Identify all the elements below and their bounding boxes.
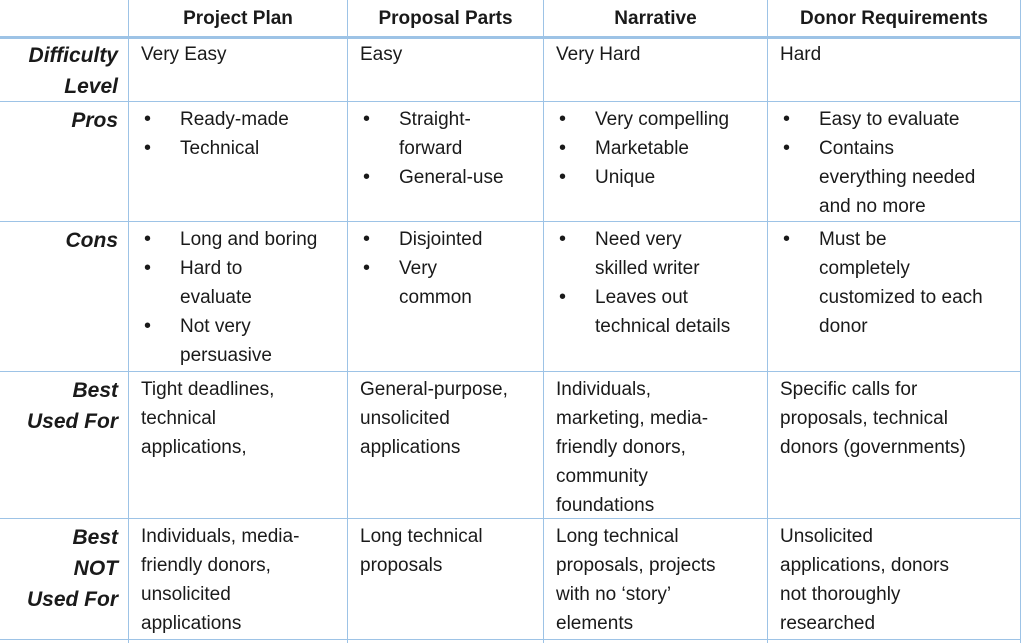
bullet-line: forward (399, 138, 463, 159)
bullet-line: • Technical (180, 138, 260, 159)
bullet-item (360, 225, 535, 254)
column-header-project-plan: Project Plan (183, 8, 293, 29)
bullet-item (360, 105, 535, 163)
cell-line: community (556, 466, 648, 487)
cell-not-narrative (544, 522, 767, 638)
cell-cons-project-plan (129, 225, 347, 370)
cell-cons-narrative (544, 225, 767, 341)
grid-line (0, 221, 1021, 222)
cell-line: technical (141, 408, 216, 429)
row-header-pros (0, 105, 128, 136)
row-header-line: Level (64, 75, 118, 98)
cell-difficulty-donor-requirements (768, 40, 1020, 69)
bullet-item (556, 105, 759, 134)
row-header-best-not-used-for (0, 522, 128, 615)
cell-line: applications (360, 437, 461, 458)
bullet-list (556, 225, 759, 341)
bullet-line: • Straight- (399, 109, 471, 130)
bullet-line: • Easy to evaluate (819, 109, 960, 130)
row-header-cons (0, 225, 128, 256)
bullet-item (141, 134, 339, 163)
cell-line: friendly donors, (556, 437, 686, 458)
cell-line: elements (556, 613, 634, 634)
cell-pros-donor-requirements (768, 105, 1020, 221)
bullet-line: • Marketable (595, 138, 689, 159)
cell-line: Individuals, (556, 379, 652, 400)
row-header-best-used-for (0, 375, 128, 437)
bullet-line: • Hard to (180, 258, 243, 279)
cell-line: Unsolicited (780, 526, 873, 547)
bullet-list (556, 105, 759, 192)
bullet-line: • Need very (595, 229, 682, 250)
cell-line: researched (780, 613, 876, 634)
cell-best-project-plan (129, 375, 347, 462)
bullet-item (141, 225, 339, 254)
bullet-line: • Must be (819, 229, 887, 250)
cell-not-proposal-parts (348, 522, 543, 580)
column-header-narrative: Narrative (614, 8, 697, 29)
bullet-line: • General-use (399, 167, 504, 188)
cell-line: proposals, projects (556, 555, 716, 576)
cell-difficulty-narrative (544, 40, 767, 69)
bullet-list (360, 105, 535, 192)
bullet-line: and no more (819, 196, 926, 217)
cell-difficulty-project-plan (129, 40, 347, 69)
bullet-line: completely (819, 258, 910, 279)
bullet-item (556, 134, 759, 163)
bullet-line: donor (819, 316, 868, 337)
cell-line: proposals (360, 555, 443, 576)
column-header-proposal-parts: Proposal Parts (378, 8, 513, 29)
row-header-line: Pros (71, 109, 118, 132)
cell-best-donor-requirements (768, 375, 1020, 462)
bullet-line: • Ready-made (180, 109, 289, 130)
bullet-line: skilled writer (595, 258, 700, 279)
cell-line: Individuals, media- (141, 526, 300, 547)
cell-line: applications, donors (780, 555, 949, 576)
bullet-line: technical details (595, 316, 731, 337)
row-header-line: Best (72, 379, 118, 402)
cell-line: Very Easy (141, 44, 227, 65)
cell-pros-proposal-parts (348, 105, 543, 192)
bullet-line: common (399, 287, 472, 308)
bullet-item (556, 163, 759, 192)
row-header-line: Best (72, 526, 118, 549)
bullet-list (780, 225, 1012, 341)
cell-line: with no ‘story’ (556, 584, 672, 605)
cell-line: unsolicited (360, 408, 450, 429)
cell-line: applications, (141, 437, 247, 458)
bullet-item (360, 163, 535, 192)
cell-line: not thoroughly (780, 584, 901, 605)
cell-difficulty-proposal-parts (348, 40, 543, 69)
bullet-item (360, 254, 535, 312)
bullet-line: • Not very (180, 316, 251, 337)
cell-best-narrative (544, 375, 767, 520)
row-header-line: Cons (65, 229, 118, 252)
bullet-item (780, 105, 1012, 134)
bullet-line: customized to each (819, 287, 983, 308)
row-header-difficulty-level (0, 40, 128, 102)
bullet-list (141, 105, 339, 163)
cell-line: Specific calls for (780, 379, 918, 400)
column-header-donor-requirements: Donor Requirements (800, 8, 988, 29)
cell-not-donor-requirements (768, 522, 1020, 638)
cell-cons-donor-requirements (768, 225, 1020, 341)
cell-line: Very Hard (556, 44, 641, 65)
cell-pros-project-plan (129, 105, 347, 163)
cell-line: foundations (556, 495, 655, 516)
cell-line: Easy (360, 44, 403, 65)
cell-line: Long technical (360, 526, 483, 547)
cell-line: marketing, media- (556, 408, 709, 429)
bullet-item (556, 283, 759, 341)
bullet-list (780, 105, 1012, 221)
cell-line: proposals, technical (780, 408, 948, 429)
bullet-line: • Very (399, 258, 438, 279)
bullet-line: • Leaves out (595, 287, 688, 308)
bullet-line: persuasive (180, 345, 272, 366)
bullet-item (141, 254, 339, 312)
bullet-item (141, 312, 339, 370)
grid-line (1020, 0, 1021, 643)
bullet-list (141, 225, 339, 370)
bullet-item (141, 105, 339, 134)
cell-pros-narrative (544, 105, 767, 192)
bullet-line: evaluate (180, 287, 252, 308)
grid-line (0, 639, 1021, 640)
row-header-line: Used For (26, 588, 118, 611)
bullet-line: everything needed (819, 167, 976, 188)
cell-line: Tight deadlines, (141, 379, 275, 400)
cell-line: General-purpose, (360, 379, 508, 400)
cell-line: friendly donors, (141, 555, 271, 576)
grid-line (0, 518, 1021, 519)
cell-line: Long technical (556, 526, 679, 547)
cell-line: donors (governments) (780, 437, 966, 458)
row-header-line: Difficulty (28, 44, 118, 67)
cell-cons-proposal-parts (348, 225, 543, 312)
cell-not-project-plan (129, 522, 347, 638)
bullet-list (360, 225, 535, 312)
bullet-line: • Unique (595, 167, 656, 188)
grid-line (0, 101, 1021, 102)
bullet-item (780, 134, 1012, 221)
bullet-line: • Contains (819, 138, 894, 159)
bullet-item (780, 225, 1012, 341)
bullet-item (556, 225, 759, 283)
bullet-line: • Very compelling (595, 109, 730, 130)
row-header-line: Used For (26, 410, 118, 433)
grid-line (0, 371, 1021, 372)
cell-line: applications (141, 613, 242, 634)
bullet-line: • Disjointed (399, 229, 483, 250)
cell-line: unsolicited (141, 584, 231, 605)
row-header-line: NOT (73, 557, 118, 580)
bullet-line: • Long and boring (180, 229, 318, 250)
cell-best-proposal-parts (348, 375, 543, 462)
cell-line: Hard (780, 44, 822, 65)
